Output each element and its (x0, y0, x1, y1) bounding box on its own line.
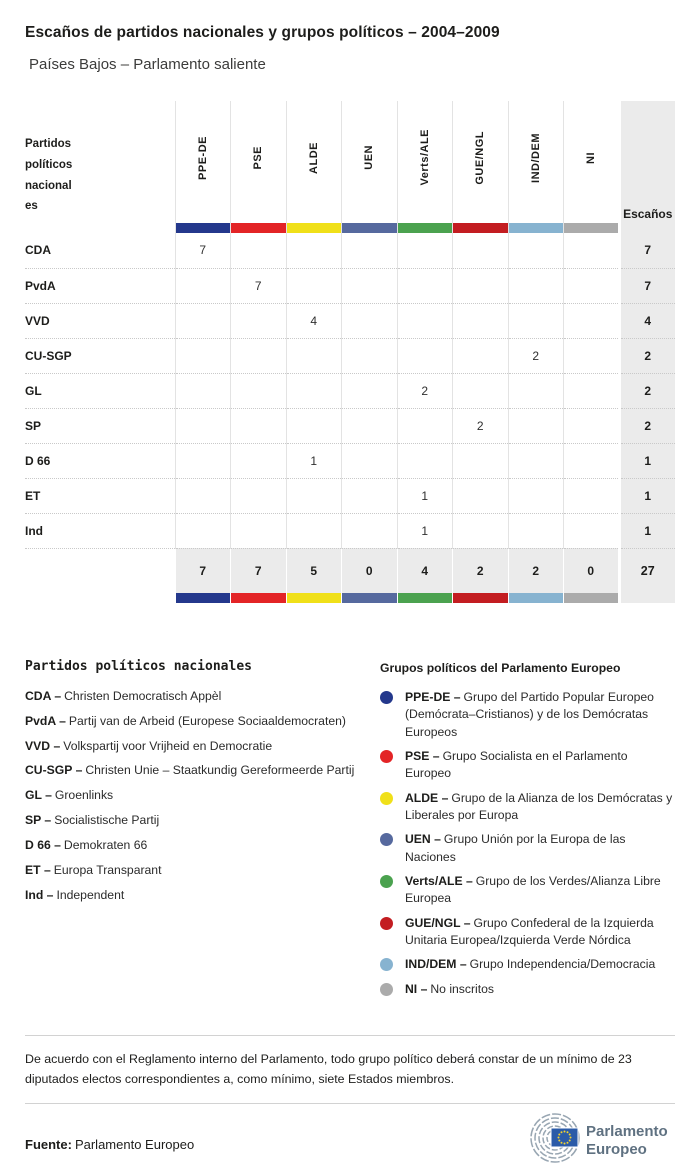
seat-value-cell: 2 (508, 338, 564, 373)
group-color-bar-cell (564, 593, 620, 603)
group-color-bar (453, 223, 508, 233)
column-total-cell: 7 (231, 548, 287, 593)
svg-text:Europeo: Europeo (586, 1140, 647, 1158)
seat-value-cell (231, 478, 287, 513)
source-row (25, 1112, 675, 1164)
group-color-bar (509, 223, 564, 233)
column-total-cell: 4 (397, 548, 453, 593)
group-abbr: NI – (405, 981, 428, 996)
party-row-label: SP (25, 408, 175, 443)
party-legend-item (25, 738, 365, 755)
group-column-header (286, 101, 342, 233)
group-column-header (231, 101, 287, 233)
group-legend-text (405, 915, 675, 950)
group-color-bar (231, 593, 286, 603)
group-name: No inscritos (430, 981, 495, 996)
seat-value-cell (508, 443, 564, 478)
party-legend-item (25, 862, 365, 879)
seat-value-cell: 1 (397, 478, 453, 513)
source-name: Parlamento Europeo (74, 1136, 195, 1152)
seat-value-cell (342, 408, 398, 443)
seat-value-cell: 1 (397, 513, 453, 548)
group-legend-title: Grupos políticos del Parlamento Europeo (380, 661, 621, 675)
seat-value-cell (508, 408, 564, 443)
group-color-bar (176, 223, 231, 233)
seat-value-cell (508, 373, 564, 408)
group-legend-item (380, 831, 675, 866)
seat-value-cell (564, 373, 620, 408)
group-name: Grupo de la Alianza de los Demócratas y Liberales por Europa (405, 790, 673, 822)
group-column-label: NI (584, 151, 597, 164)
group-column-label: Verts/ALE (418, 129, 431, 186)
group-legend-text (405, 873, 675, 908)
seats-table (25, 101, 675, 603)
seat-value-cell (564, 408, 620, 443)
seat-value-cell (231, 408, 287, 443)
seat-value-cell (564, 268, 620, 303)
party-row (25, 478, 675, 513)
group-color-bar (564, 593, 618, 603)
party-legend-title: Partidos políticos nacionales (25, 659, 252, 674)
party-row (25, 443, 675, 478)
seat-value-cell: 4 (286, 303, 342, 338)
group-column-header (342, 101, 398, 233)
group-abbr: IND/DEM – (405, 957, 467, 972)
seat-value-cell (508, 478, 564, 513)
group-name: Grupo Confederal de la Izquierda Unitaria Europea/Izquierda Verde Nórdica (405, 915, 654, 947)
party-row-label: PvdA (25, 268, 175, 303)
party-abbr: CU-SGP – (25, 763, 83, 778)
seat-value-cell (231, 443, 287, 478)
group-legend-item (380, 915, 675, 950)
group-name: Grupo Socialista en el Parlamento Europeo (405, 748, 628, 781)
group-name: Grupo del Partido Popular Europeo (Demócrata–Cristianos) y de los Demócratas Europeos (405, 690, 654, 739)
group-legend-text (405, 790, 675, 825)
group-legend-item (380, 981, 675, 998)
row-header-line: políticos (25, 158, 73, 171)
table-header-row (25, 101, 675, 233)
group-color-bar (509, 593, 564, 603)
group-color-dot-icon (380, 691, 393, 704)
legends (25, 659, 675, 1005)
seat-value-cell (231, 303, 287, 338)
party-legend-item (25, 887, 365, 904)
seat-value-cell (342, 233, 398, 268)
party-row (25, 303, 675, 338)
seat-value-cell: 2 (453, 408, 509, 443)
seat-value-cell (286, 408, 342, 443)
group-color-bar (176, 593, 231, 603)
group-color-bar-cell (453, 593, 509, 603)
seat-value-cell (453, 373, 509, 408)
seat-value-cell (231, 373, 287, 408)
group-color-bar-cell (397, 593, 453, 603)
group-column-label: PPE-DE (196, 135, 209, 180)
group-abbr: PSE – (405, 748, 440, 763)
group-name: Grupo Unión por la Europa de las Naciones (405, 832, 626, 864)
row-total-cell: 7 (619, 233, 675, 268)
row-header-line: nacional (25, 179, 72, 192)
seat-value-cell (175, 443, 231, 478)
seat-value-cell (175, 513, 231, 548)
group-legend-text (405, 831, 675, 866)
seat-value-cell (175, 408, 231, 443)
seat-value-cell (564, 513, 620, 548)
group-abbr: Verts/ALE – (405, 873, 473, 888)
group-color-dot-icon (380, 958, 393, 971)
group-color-bar-cell (175, 593, 231, 603)
group-color-bar (564, 223, 618, 233)
party-abbr: PvdA – (25, 713, 66, 728)
group-abbr: PPE-DE – (405, 690, 461, 704)
group-legend-text (405, 689, 675, 741)
seat-value-cell (564, 338, 620, 373)
party-abbr: SP – (25, 813, 52, 828)
party-abbr: CDA – (25, 689, 62, 703)
column-total-cell: 0 (342, 548, 398, 593)
group-color-bar (342, 593, 397, 603)
row-total-cell: 1 (619, 513, 675, 548)
seat-value-cell (342, 303, 398, 338)
party-row (25, 373, 675, 408)
group-color-bar-cell (508, 593, 564, 603)
grand-total-cell: 27 (619, 548, 675, 593)
column-total-cell: 2 (453, 548, 509, 593)
group-column-header (564, 101, 620, 233)
group-legend-item (380, 790, 675, 825)
source-label: Fuente: (25, 1136, 72, 1152)
party-row (25, 408, 675, 443)
seat-value-cell (453, 478, 509, 513)
row-header-line: Partidos (25, 138, 72, 151)
color-bar-row (25, 593, 675, 603)
seat-value-cell: 7 (175, 233, 231, 268)
row-total-cell: 2 (619, 408, 675, 443)
group-column-header (508, 101, 564, 233)
divider-bottom (25, 1103, 675, 1104)
seat-value-cell (397, 233, 453, 268)
party-legend-item (25, 787, 365, 804)
group-abbr: GUE/NGL – (405, 915, 471, 930)
seat-value-cell (286, 233, 342, 268)
group-column-label: ALDE (307, 141, 320, 174)
seat-value-cell (508, 303, 564, 338)
totals-row (25, 548, 675, 593)
seat-value-cell (453, 338, 509, 373)
group-legend-item (380, 689, 675, 741)
group-column-header (453, 101, 509, 233)
group-name: Grupo de los Verdes/Alianza Libre Europea (405, 873, 661, 906)
party-name: Volkspartij voor Vrijheid en Democratie (63, 738, 273, 753)
party-row-label: Ind (25, 513, 175, 548)
group-color-dot-icon (380, 875, 393, 888)
party-row-label: GL (25, 373, 175, 408)
group-column-header (397, 101, 453, 233)
column-total-cell: 7 (175, 548, 231, 593)
seat-value-cell (342, 373, 398, 408)
group-color-dot-icon (380, 833, 393, 846)
seat-value-cell (175, 303, 231, 338)
row-header-label (25, 134, 175, 217)
column-total-cell: 2 (508, 548, 564, 593)
party-row-label: CU-SGP (25, 338, 175, 373)
seat-value-cell (286, 268, 342, 303)
group-column-label: GUE/NGL (474, 130, 487, 185)
group-legend-text (405, 748, 675, 783)
seats-column-header: Escaños (619, 101, 675, 233)
group-column-label: PSE (252, 145, 265, 170)
group-color-bar (398, 223, 453, 233)
divider-top (25, 1035, 675, 1036)
group-color-bar (231, 223, 286, 233)
seat-value-cell (231, 513, 287, 548)
party-abbr: VVD – (25, 738, 61, 753)
row-total-cell: 1 (619, 443, 675, 478)
group-color-bar (287, 223, 342, 233)
group-name: Grupo Independencia/Democracia (469, 957, 656, 972)
party-abbr: GL – (25, 788, 52, 803)
party-legend-item (25, 688, 365, 705)
seat-value-cell (564, 443, 620, 478)
party-legend (25, 659, 365, 1005)
seat-value-cell (231, 233, 287, 268)
seat-value-cell (453, 233, 509, 268)
party-row (25, 338, 675, 373)
party-abbr: Ind – (25, 887, 54, 902)
seat-value-cell (508, 513, 564, 548)
seat-value-cell (397, 408, 453, 443)
seat-value-cell (397, 303, 453, 338)
party-legend-item (25, 837, 365, 854)
group-abbr: ALDE – (405, 790, 449, 805)
group-color-dot-icon (380, 750, 393, 763)
seat-value-cell (342, 478, 398, 513)
seat-value-cell (564, 303, 620, 338)
party-legend-item (25, 812, 365, 829)
seat-value-cell (564, 478, 620, 513)
seat-value-cell: 7 (231, 268, 287, 303)
group-color-dot-icon (380, 792, 393, 805)
party-name: Demokraten 66 (63, 837, 148, 852)
row-total-cell: 4 (619, 303, 675, 338)
group-abbr: UEN – (405, 832, 441, 847)
page-title: Escaños de partidos nacionales y grupos políticos – 2004–2009 (25, 24, 500, 41)
row-total-cell: 2 (619, 373, 675, 408)
seat-value-cell (453, 443, 509, 478)
seat-value-cell (342, 513, 398, 548)
party-name: Independent (56, 887, 125, 902)
group-color-bar (453, 593, 508, 603)
party-legend-item (25, 713, 365, 730)
seat-value-cell (286, 513, 342, 548)
page-subtitle: Países Bajos – Parlamento saliente (29, 56, 266, 73)
seat-value-cell (175, 373, 231, 408)
party-row (25, 233, 675, 268)
group-legend-text (405, 956, 655, 973)
row-header-cell (25, 101, 175, 233)
party-name: Europa Transparant (53, 862, 162, 877)
seat-value-cell (453, 513, 509, 548)
party-name: Partij van de Arbeid (Europese Sociaaldemocraten) (68, 713, 346, 728)
seat-value-cell: 2 (397, 373, 453, 408)
row-total-cell: 1 (619, 478, 675, 513)
svg-text:Parlamento: Parlamento (586, 1122, 668, 1140)
group-color-dot-icon (380, 983, 393, 996)
group-column-header (175, 101, 231, 233)
column-total-cell: 5 (286, 548, 342, 593)
seat-value-cell (564, 233, 620, 268)
seat-value-cell (342, 268, 398, 303)
ep-logo-text (586, 1123, 668, 1158)
party-row (25, 268, 675, 303)
column-total-cell: 0 (564, 548, 620, 593)
seat-value-cell (175, 478, 231, 513)
party-name: Groenlinks (54, 788, 114, 803)
seats-column-footer (619, 593, 675, 603)
totals-row-label (25, 548, 175, 593)
party-name: Christen Unie – Staatkundig Gereformeerde Partij (85, 763, 355, 778)
party-row-label: D 66 (25, 443, 175, 478)
party-row-label: ET (25, 478, 175, 513)
party-name: Christen Democratisch Appèl (64, 689, 222, 703)
seat-value-cell (508, 268, 564, 303)
footnote: De acuerdo con el Reglamento interno del Parlamento, todo grupo político deberá constar de un mínimo de 23 diputados electos correspondientes a, como mínimo, siete Estados miembros. (25, 1051, 632, 1087)
group-legend-item (380, 748, 675, 783)
seat-value-cell (453, 303, 509, 338)
group-legend-items (380, 689, 675, 998)
party-legend-items (25, 688, 365, 904)
source-line (25, 1137, 194, 1152)
group-column-label: UEN (363, 145, 376, 170)
seat-value-cell (397, 268, 453, 303)
seat-value-cell (175, 338, 231, 373)
seat-value-cell (231, 338, 287, 373)
color-bar-row-spacer (25, 593, 175, 603)
party-abbr: D 66 – (25, 837, 61, 852)
party-row (25, 513, 675, 548)
row-header-line: es (25, 200, 38, 213)
seat-value-cell (175, 268, 231, 303)
european-parliament-logo (517, 1112, 675, 1164)
group-color-bar-cell (231, 593, 287, 603)
seat-value-cell (342, 443, 398, 478)
seat-value-cell (453, 268, 509, 303)
group-legend-item (380, 873, 675, 908)
group-legend (380, 659, 675, 1005)
seat-value-cell: 1 (286, 443, 342, 478)
group-color-bar-cell (286, 593, 342, 603)
eu-flag-icon (551, 1128, 578, 1147)
group-color-bar (342, 223, 397, 233)
party-row-label: VVD (25, 303, 175, 338)
group-color-bar (287, 593, 342, 603)
party-name: Socialistische Partij (54, 813, 160, 828)
group-legend-item (380, 956, 675, 973)
group-color-bar (398, 593, 453, 603)
table-body (25, 233, 675, 603)
page (0, 24, 700, 1164)
group-legend-text (405, 981, 494, 998)
row-total-cell: 2 (619, 338, 675, 373)
seat-value-cell (397, 338, 453, 373)
seat-value-cell (286, 338, 342, 373)
group-color-dot-icon (380, 917, 393, 930)
seat-value-cell (508, 233, 564, 268)
seat-value-cell (286, 373, 342, 408)
seat-value-cell (286, 478, 342, 513)
group-column-label: IND/DEM (529, 132, 542, 183)
party-abbr: ET – (25, 862, 51, 877)
seat-value-cell (397, 443, 453, 478)
seat-value-cell (342, 338, 398, 373)
group-color-bar-cell (342, 593, 398, 603)
party-row-label: CDA (25, 243, 51, 258)
party-legend-item (25, 762, 365, 779)
row-total-cell: 7 (619, 268, 675, 303)
